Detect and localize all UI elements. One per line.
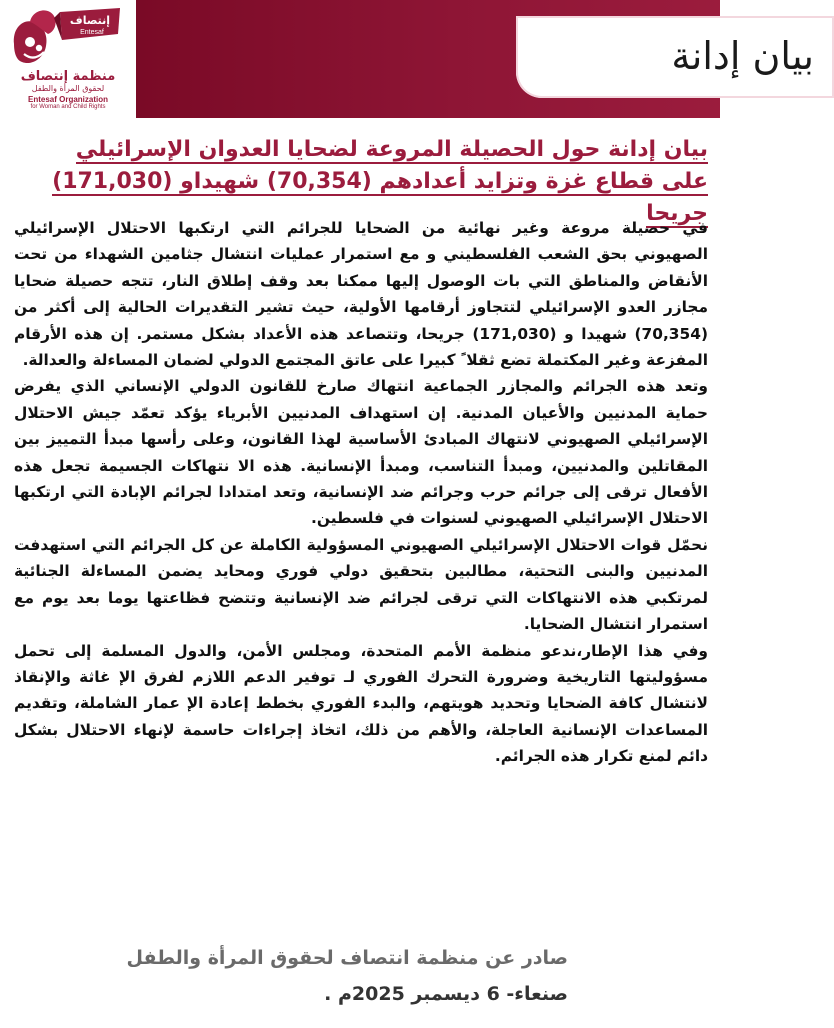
logo-org-name-en: Entesaf Organization [27,95,108,104]
date-line: صنعاء- 6 ديسمبر 2025م . [324,983,568,1005]
logo-ribbon-ar: إنتصاف [69,14,111,27]
header [0,0,814,118]
logo-org-sub-ar: لحقوق المرأة والطفل [31,84,105,93]
paragraph-4: وفي هذا الإطار،ندعو منظمة الأمم المتحدة، ومجلس الأمن، والدول المسلمة إلى تحمل مسؤوليتها التاريخية وضرورة التحرك الفوري لـ توفير الدعم اللازم لفرق الإ غاثة والإنقاذ لانتشال كافة الضحايا وتحديد هويتهم، والبدء الفوري بخطط إعادة الإ عمار الشاملة، وتقديم المساعدات الإنسانية العاجلة، والأهم من ذلك، اتخاذ إجراءات حاسمة لإنهاء الاحتلال بشكل دائم لمنع تكرار هذه الجرائم. [14,641,708,766]
logo[interactable] [0,0,136,118]
title-box [516,16,834,98]
paragraph-1: في حصيلة مروعة وغير نهائية من الضحايا للجرائم التي ارتكبها الاحتلال الإسرائيلي الصهيوني بحق الشعب الفلسطيني و مع استمرار عمليات انتشال جثامين الشهداء من تحت الأنقاض والمناطق التي بات الوصول إليها ممكنا بعد وقف إطلاق النار، تتجه حصيلة ضحايا مجازر العدو الإسرائيلي لتتجاوز أرقامها الأولية، حيث تشير التقديرات الحالية إلى أكثر من (70,354) شهيدا و (171,030) جريحا، وتتصاعد هذه الأعداد بشكل مستمر. إن هذه الأرقام المفزعة وغير المكتملة تضع ثقلا ً كبيرا على عاتق المجتمع الدولي لضمان المساءلة والعدالة. [14,219,708,370]
logo-org-name-ar: منظمة إنتصاف [20,69,116,84]
header-banner [136,0,814,118]
statement-body [14,215,708,770]
headline-text: بيان إدانة حول الحصيلة المروعة لضحايا العدوان الإسرائيلي على قطاع غزة وتزايد أعدادهم (70,354) شهيداو (171,030) جريحا [52,137,708,226]
logo-emblem-icon [8,4,128,72]
logo-ribbon-en: Entesaf [80,29,104,36]
paragraph-3: نحمّل قوات الاحتلال الإسرائيلي الصهيوني المسؤولية الكاملة عن كل الجرائم التي استهدفت المدنيين والبنى التحتية، مطالبين بتحقيق دولي فوري ومحايد يضمن المساءلة الجنائية لمرتكبي هذه الانتهاكات التي ترقى لجرائم ضد الإنسانية وتتضح فظاعتها يوما بعد يوم مع استمرار انتشال الضحايا. [14,535,708,634]
paragraph-2: وتعد هذه الجرائم والمجازر الجماعية انتهاك صارخ للقانون الدولي الإنساني الذي يفرض حماية المدنيين والأعيان المدنية. إن استهداف المدنيين الأبرياء يؤكد تعمّد جيش الاحتلال الإسرائيلي الصهيوني لانتهاك المبادئ الأساسية لهذا القانون، وعلى رأسها مبدأ التمييز بين المقاتلين والمدنيين، ومبدأ التناسب، ومبدأ الإنسانية. هذه الا نتهاكات الجسيمة تجعل هذه الأفعال ترقى إلى جرائم حرب وجرائم ضد الإنسانية، وتعد امتدادا لجرائم الإبادة التي ارتكبها الاحتلال الإسرائيلي الصهيوني لسنوات في فلسطين. [14,377,708,528]
issuer-line: صادر عن منظمة انتصاف لحقوق المرأة والطفل [126,947,568,969]
page-title: بيان إدانة [671,34,814,78]
logo-org-sub-en: for Woman and Child Rights [30,104,106,110]
